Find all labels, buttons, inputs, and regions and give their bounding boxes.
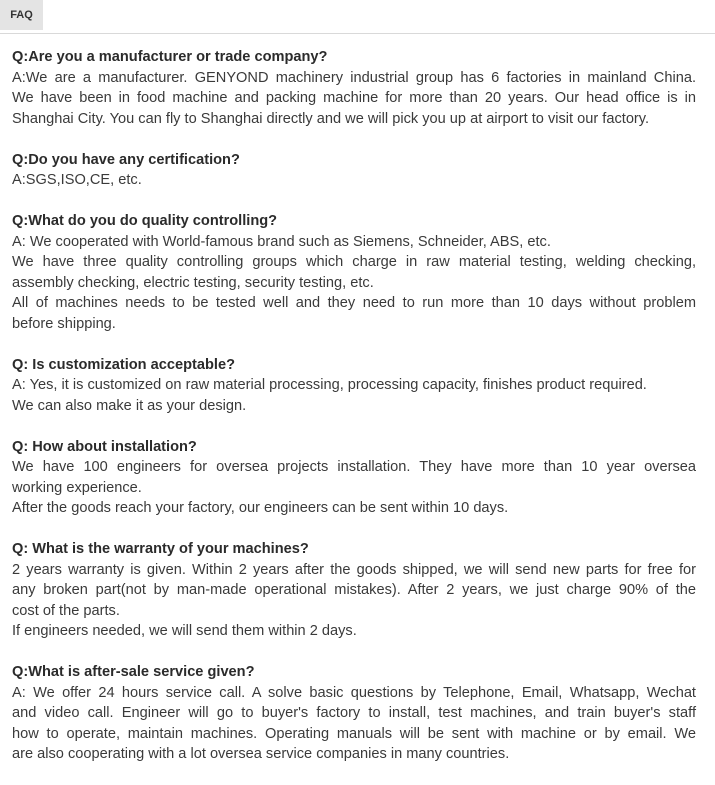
faq-item-quality-control [12, 211, 702, 334]
faq-item-manufacturer [12, 47, 702, 129]
faq-answer-line: cost of the parts. [12, 602, 120, 619]
faq-answer-line: We have 100 engineers for oversea projects installation. They have more than 10 year oversea [12, 459, 696, 475]
faq-answer-line: We have been in food machine and packing machine for more than 20 years. Our head office is in [12, 90, 696, 106]
faq-answer-line: A:We are a manufacturer. GENYOND machinery industrial group has 6 factories in mainland China. [12, 69, 696, 86]
faq-answer-line: If engineers needed, we will send them within 2 days. [12, 623, 357, 639]
faq-answer-line: We have three quality controlling groups which charge in raw material testing, welding checking, [12, 254, 696, 270]
faq-answer-line: 2 years warranty is given. Within 2 years after the goods shipped, we will send new parts for free for [12, 561, 696, 578]
faq-question: Q: Is customization acceptable? [12, 356, 236, 373]
faq-question: Q:Are you a manufacturer or trade company? [12, 49, 328, 65]
faq-item-customization [12, 355, 702, 417]
faq-answer-line: are also cooperating with a lot oversea service companies in many countries. [12, 746, 510, 762]
faq-answer-line: A:SGS,ISO,CE, etc. [12, 172, 142, 188]
faq-answer-line: assembly checking, electric testing, security testing, etc. [12, 274, 374, 291]
faq-answer-line: After the goods reach your factory, our engineers can be sent within 10 days. [12, 500, 509, 516]
faq-list [12, 47, 702, 785]
faq-item-warranty [12, 539, 702, 642]
faq-item-after-sale [12, 662, 702, 765]
faq-answer-line: Shanghai City. You can fly to Shanghai directly and we will pick you up at airport to visit our factory. [12, 110, 650, 127]
faq-question: Q: How about installation? [12, 438, 197, 455]
faq-question: Q: What is the warranty of your machines? [12, 541, 309, 557]
tab-bar [0, 0, 715, 34]
faq-item-certification [12, 150, 702, 191]
faq-question: Q:What do you do quality controlling? [12, 213, 278, 229]
faq-answer-line: A: We cooperated with World-famous brand such as Siemens, Schneider, ABS, etc. [12, 233, 551, 250]
faq-answer-line: how to operate, maintain machines. Operating manuals will be sent with machine or by email. We [12, 725, 696, 742]
faq-question: Q:Do you have any certification? [12, 151, 240, 168]
faq-answer-line: All of machines needs to be tested well and they need to run more than 10 days without problem [12, 295, 696, 311]
faq-answer-line: A: We offer 24 hours service call. A solve basic questions by Telephone, Email, Whatsapp, Wechat [12, 684, 696, 701]
faq-answer-line: and video call. Engineer will go to buyer's factory to install, test machines, and train buyer's staff [12, 705, 696, 721]
tab-faq[interactable]: FAQ [0, 0, 43, 30]
faq-answer-line: We can also make it as your design. [12, 397, 247, 414]
faq-answer-line: before shipping. [12, 315, 116, 332]
faq-answer-line: A: Yes, it is customized on raw material processing, processing capacity, finishes product required. [12, 377, 647, 393]
faq-question: Q:What is after-sale service given? [12, 664, 255, 680]
faq-answer-line: working experience. [12, 479, 142, 496]
faq-answer-line: any broken part(not by man-made operational mistakes). After 2 years, we just charge 90% of the [12, 582, 696, 598]
faq-item-installation [12, 437, 702, 519]
